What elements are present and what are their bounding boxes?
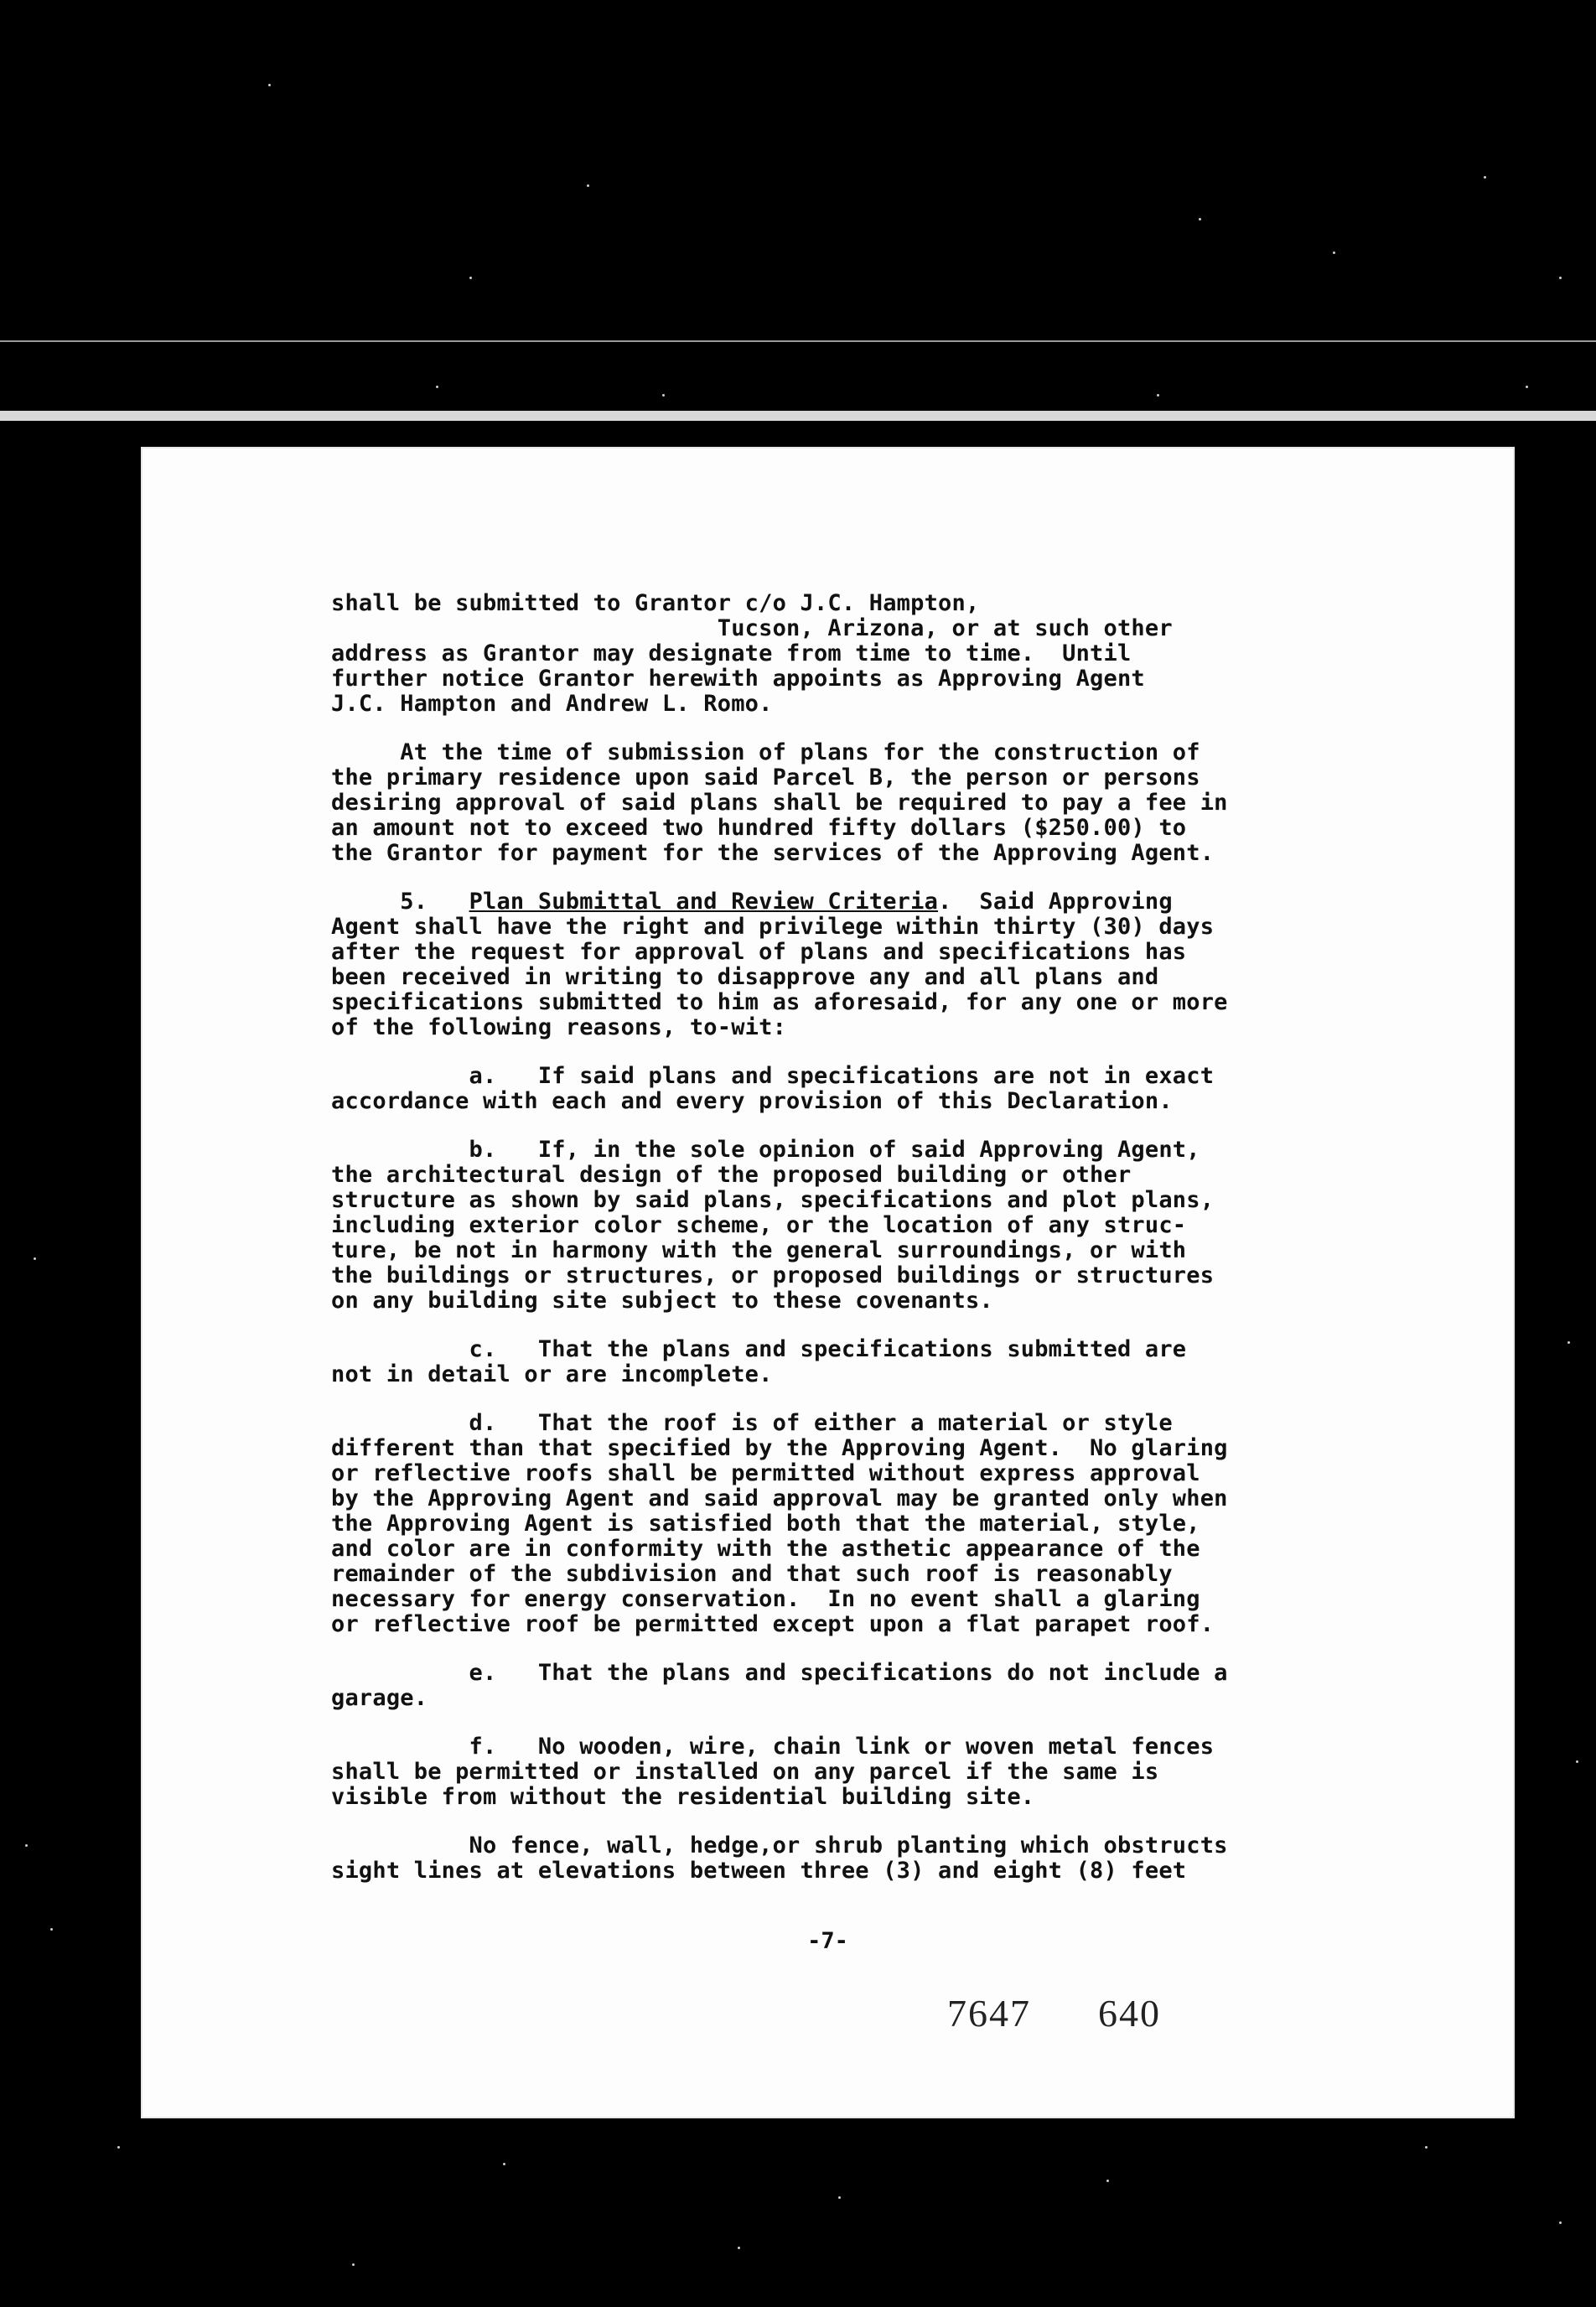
scan-speck	[1559, 277, 1562, 279]
text-line: and color are in conformity with the asthetic appearance of the	[331, 1536, 1200, 1562]
text-line: further notice Grantor herewith appoints as Approving Agent	[331, 666, 1145, 692]
section-heading: Plan Submittal and Review Criteria	[469, 889, 939, 915]
scan-speck	[738, 2247, 740, 2249]
paragraph-gap	[331, 866, 1396, 889]
paragraph-gap	[331, 1711, 1396, 1734]
text-line	[331, 889, 1396, 915]
scan-speck	[268, 84, 271, 86]
text-line: a. If said plans and specifications are not in exact	[331, 1063, 1215, 1089]
text-line: been received in writing to disapprove any and all plans and	[331, 964, 1159, 990]
text-line: of the following reasons, to-wit:	[331, 1014, 787, 1040]
scan-speck	[469, 277, 472, 279]
text-line: e. That the plans and specifications do not include a	[331, 1660, 1228, 1686]
text-line: specifications submitted to him as aforesaid, for any one or more	[331, 989, 1228, 1015]
scan-speck	[1484, 176, 1486, 179]
text-line: Agent shall have the right and privilege within thirty (30) days	[331, 914, 1215, 940]
text-line: the Grantor for payment for the services of the Approving Agent.	[331, 840, 1215, 866]
scan-speck	[1526, 386, 1528, 388]
text-line: the Approving Agent is satisfied both that the material, style,	[331, 1511, 1200, 1537]
paragraph-gap	[331, 1387, 1396, 1411]
text-line: after the request for approval of plans and specifications has	[331, 939, 1187, 965]
text-line: not in detail or are incomplete.	[331, 1361, 773, 1387]
text-line: including exterior color scheme, or the location of any struc-	[331, 1212, 1187, 1238]
text-line: structure as shown by said plans, specifications and plot plans,	[331, 1187, 1215, 1213]
text-line: visible from without the residential building site.	[331, 1784, 1035, 1810]
document-body	[331, 591, 1396, 1884]
text-line: address as Grantor may designate from time to time. Until	[331, 640, 1132, 666]
scan-speck	[503, 2163, 505, 2165]
page-number: -7-	[807, 1928, 848, 1954]
text-line: the architectural design of the proposed building or other	[331, 1162, 1132, 1188]
scan-speck	[587, 184, 589, 187]
text-line: garage.	[331, 1685, 428, 1711]
line-prefix: 5.	[331, 889, 469, 915]
scan-speck	[1568, 1341, 1570, 1344]
recording-book-number: 7647	[947, 1992, 1031, 2035]
text-line: d. That the roof is of either a material or style	[331, 1410, 1173, 1436]
text-line: the buildings or structures, or proposed buildings or structures	[331, 1262, 1215, 1288]
text-line: or reflective roof be permitted except upon a flat parapet roof.	[331, 1611, 1215, 1637]
paragraph-gap	[331, 1637, 1396, 1661]
text-line: desiring approval of said plans shall be required to pay a fee in	[331, 790, 1228, 816]
scan-speck	[25, 1844, 28, 1847]
text-line: or reflective roofs shall be permitted without express approval	[331, 1460, 1200, 1486]
text-line: the primary residence upon said Parcel B, the person or persons	[331, 765, 1200, 791]
scan-speck	[1106, 2180, 1109, 2182]
text-line: accordance with each and every provision of this Declaration.	[331, 1088, 1173, 1114]
scan-speck	[1559, 2221, 1562, 2224]
text-line: ture, be not in harmony with the general surroundings, or with	[331, 1237, 1187, 1263]
text-line: shall be submitted to Grantor c/o J.C. Hampton,	[331, 590, 980, 616]
paragraph-gap	[331, 1314, 1396, 1337]
text-line: by the Approving Agent and said approval may be granted only when	[331, 1485, 1228, 1511]
scan-speck	[1576, 1760, 1578, 1763]
paragraph-gap	[331, 717, 1396, 740]
scan-speck	[662, 394, 665, 397]
scan-speck	[1333, 251, 1335, 254]
scan-speck	[50, 1928, 53, 1931]
paragraph-gap	[331, 1810, 1396, 1833]
scan-speck	[34, 1257, 36, 1260]
text-line: c. That the plans and specifications submitted are	[331, 1336, 1187, 1362]
text-line: At the time of submission of plans for the construction of	[331, 739, 1200, 765]
text-line: b. If, in the sole opinion of said Approving Agent,	[331, 1137, 1200, 1163]
paragraph-gap	[331, 1040, 1396, 1064]
scan-speck	[117, 2146, 120, 2149]
text-line: remainder of the subdivision and that such roof is reasonably	[331, 1561, 1173, 1587]
document-page	[142, 448, 1513, 2117]
text-line: sight lines at elevations between three (3) and eight (8) feet	[331, 1858, 1187, 1884]
text-line: shall be permitted or installed on any parcel if the same is	[331, 1759, 1159, 1785]
scan-divider-strip	[0, 411, 1596, 421]
scan-speck	[1199, 218, 1201, 220]
scan-top-border	[0, 0, 1596, 344]
text-line: J.C. Hampton and Andrew L. Romo.	[331, 691, 773, 717]
scan-speck	[838, 2196, 841, 2199]
scan-speck	[436, 386, 438, 388]
scan-speck	[352, 2263, 355, 2266]
text-line: an amount not to exceed two hundred fifty dollars ($250.00) to	[331, 815, 1187, 841]
text-line: necessary for energy conservation. In no event shall a glaring	[331, 1586, 1200, 1612]
scan-speck	[1425, 2146, 1428, 2149]
text-line: on any building site subject to these covenants.	[331, 1288, 993, 1314]
text-line: No fence, wall, hedge,or shrub planting which obstructs	[331, 1833, 1228, 1859]
text-line: f. No wooden, wire, chain link or woven metal fences	[331, 1734, 1215, 1760]
scan-divider-line	[0, 340, 1596, 342]
line-suffix: . Said Approving	[938, 889, 1173, 915]
text-line: different than that specified by the Approving Agent. No glaring	[331, 1435, 1228, 1461]
recording-page-number: 640	[1098, 1992, 1161, 2035]
paragraph-gap	[331, 1114, 1396, 1138]
text-line: Tucson, Arizona, or at such other	[331, 615, 1173, 641]
recording-stamp	[947, 1991, 1161, 2035]
scan-speck	[1157, 394, 1159, 397]
